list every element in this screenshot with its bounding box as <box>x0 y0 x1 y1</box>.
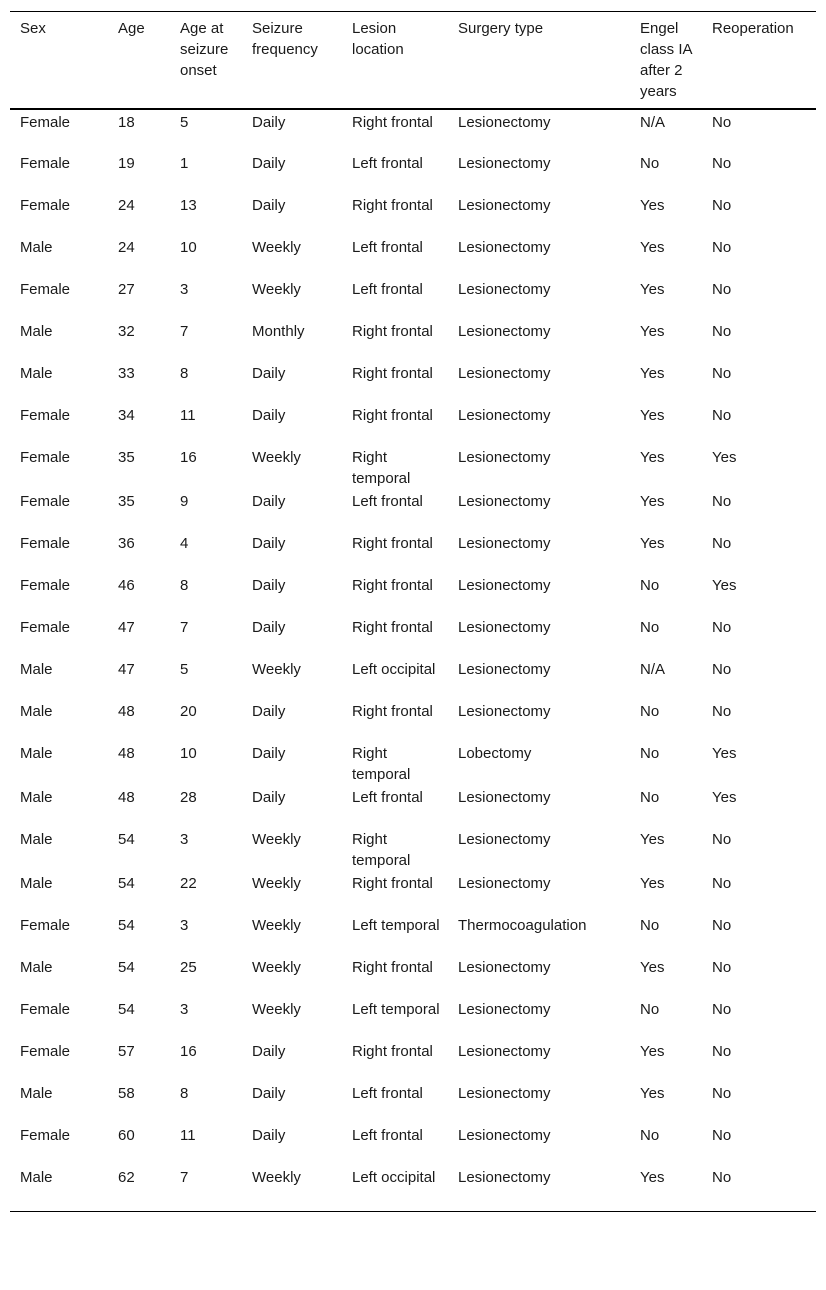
cell-seizure-frequency: Daily <box>252 1043 286 1060</box>
cell-surgery-type: Lesionectomy <box>458 197 551 214</box>
cell-lesion-location: Right frontal <box>352 407 433 424</box>
cell-engel-class: No <box>640 1001 660 1018</box>
cell-seizure-frequency: Daily <box>252 1085 286 1102</box>
cell-reoperation: Yes <box>712 577 737 594</box>
cell-seizure-frequency: Weekly <box>252 449 301 466</box>
cell-age-at-onset: 5 <box>180 661 189 678</box>
cell-age-at-onset: 4 <box>180 535 189 552</box>
cell-reoperation: No <box>712 875 732 892</box>
cell-reoperation: No <box>712 535 732 552</box>
cell-age-at-onset: 1 <box>180 155 189 172</box>
cell-age-at-onset: 7 <box>180 1169 189 1186</box>
cell-sex: Male <box>20 831 53 848</box>
cell-surgery-type: Lesionectomy <box>458 449 551 466</box>
table-body <box>10 109 816 1211</box>
cell-seizure-frequency: Weekly <box>252 239 301 256</box>
cell-sex: Female <box>20 114 71 131</box>
table-row <box>10 1081 816 1123</box>
cell-engel-class: Yes <box>640 1169 665 1186</box>
table-row <box>10 997 816 1039</box>
cell-age: 35 <box>118 493 135 510</box>
cell-sex: Female <box>20 155 71 172</box>
cell-surgery-type: Lesionectomy <box>458 789 551 806</box>
cell-reoperation: No <box>712 831 732 848</box>
cell-age-at-onset: 13 <box>180 197 197 214</box>
table-row <box>10 1039 816 1081</box>
cell-age: 48 <box>118 703 135 720</box>
table-row <box>10 277 816 319</box>
cell-engel-class: Yes <box>640 831 665 848</box>
cell-seizure-frequency: Daily <box>252 197 286 214</box>
cell-reoperation: Yes <box>712 789 737 806</box>
cell-reoperation: No <box>712 323 732 340</box>
cell-lesion-location: Left frontal <box>352 493 423 510</box>
cell-surgery-type: Lesionectomy <box>458 577 551 594</box>
cell-seizure-frequency: Daily <box>252 535 286 552</box>
cell-reoperation: No <box>712 959 732 976</box>
cell-sex: Female <box>20 1127 71 1144</box>
cell-lesion-location: Left temporal <box>352 1001 440 1018</box>
cell-engel-class: Yes <box>640 281 665 298</box>
cell-engel-class: Yes <box>640 239 665 256</box>
cell-reoperation: No <box>712 239 732 256</box>
cell-surgery-type: Lesionectomy <box>458 365 551 382</box>
cell-age: 62 <box>118 1169 135 1186</box>
cell-lesion-location: Left frontal <box>352 155 423 172</box>
cell-reoperation: No <box>712 155 732 172</box>
cell-sex: Male <box>20 661 53 678</box>
cell-age: 46 <box>118 577 135 594</box>
cell-age: 54 <box>118 875 135 892</box>
cell-reoperation: No <box>712 493 732 510</box>
cell-sex: Female <box>20 407 71 424</box>
table-row <box>10 871 816 913</box>
cell-age: 35 <box>118 449 135 466</box>
cell-age-at-onset: 10 <box>180 745 197 762</box>
cell-lesion-location: Right frontal <box>352 197 433 214</box>
cell-sex: Female <box>20 1043 71 1060</box>
cell-age-at-onset: 3 <box>180 1001 189 1018</box>
cell-surgery-type: Lesionectomy <box>458 875 551 892</box>
cell-reoperation: No <box>712 1001 732 1018</box>
header-row <box>10 12 816 110</box>
cell-engel-class: Yes <box>640 959 665 976</box>
table-row <box>10 235 816 277</box>
table-row <box>10 573 816 615</box>
table-row <box>10 445 816 489</box>
cell-age-at-onset: 3 <box>180 917 189 934</box>
table-row <box>10 361 816 403</box>
header-surgery-type: Surgery type <box>448 12 630 110</box>
cell-age-at-onset: 20 <box>180 703 197 720</box>
cell-age-at-onset: 8 <box>180 1085 189 1102</box>
table-row <box>10 403 816 445</box>
cell-seizure-frequency: Weekly <box>252 917 301 934</box>
header-age: Age <box>108 12 170 110</box>
cell-age-at-onset: 8 <box>180 577 189 594</box>
cell-surgery-type: Lesionectomy <box>458 535 551 552</box>
cell-lesion-location: Right temporal <box>352 831 411 869</box>
table-row <box>10 489 816 531</box>
cell-engel-class: No <box>640 619 660 636</box>
cell-age: 54 <box>118 959 135 976</box>
cell-sex: Female <box>20 535 71 552</box>
cell-engel-class: Yes <box>640 365 665 382</box>
table-row <box>10 699 816 741</box>
cell-sex: Male <box>20 239 53 256</box>
cell-surgery-type: Lesionectomy <box>458 1127 551 1144</box>
cell-age-at-onset: 10 <box>180 239 197 256</box>
patient-table <box>10 11 816 1212</box>
header-seizure-frequency: Seizure frequency <box>242 12 342 110</box>
cell-reoperation: Yes <box>712 449 737 466</box>
cell-age: 47 <box>118 619 135 636</box>
cell-lesion-location: Right frontal <box>352 1043 433 1060</box>
cell-reoperation: Yes <box>712 745 737 762</box>
cell-surgery-type: Lesionectomy <box>458 114 551 131</box>
table-row <box>10 657 816 699</box>
cell-age: 19 <box>118 155 135 172</box>
cell-age: 36 <box>118 535 135 552</box>
cell-reoperation: No <box>712 1085 732 1102</box>
cell-age: 47 <box>118 661 135 678</box>
cell-sex: Female <box>20 1001 71 1018</box>
cell-age: 58 <box>118 1085 135 1102</box>
table-row <box>10 109 816 151</box>
cell-engel-class: N/A <box>640 661 666 678</box>
header-reoperation: Reoperation <box>702 12 816 110</box>
cell-seizure-frequency: Daily <box>252 493 286 510</box>
cell-sex: Female <box>20 449 71 466</box>
table-row <box>10 1123 816 1165</box>
cell-seizure-frequency: Daily <box>252 365 286 382</box>
cell-age: 33 <box>118 365 135 382</box>
cell-reoperation: No <box>712 917 732 934</box>
cell-reoperation: No <box>712 1043 732 1060</box>
cell-age: 57 <box>118 1043 135 1060</box>
cell-lesion-location: Right temporal <box>352 449 411 487</box>
cell-lesion-location: Right frontal <box>352 577 433 594</box>
cell-reoperation: No <box>712 1127 732 1144</box>
cell-engel-class: No <box>640 789 660 806</box>
cell-seizure-frequency: Weekly <box>252 1001 301 1018</box>
table-container <box>10 11 816 1212</box>
cell-engel-class: No <box>640 1127 660 1144</box>
cell-seizure-frequency: Daily <box>252 114 286 131</box>
cell-surgery-type: Lesionectomy <box>458 619 551 636</box>
cell-sex: Male <box>20 703 53 720</box>
cell-surgery-type: Lesionectomy <box>458 831 551 848</box>
cell-age: 24 <box>118 239 135 256</box>
cell-surgery-type: Lesionectomy <box>458 1043 551 1060</box>
cell-engel-class: Yes <box>640 407 665 424</box>
cell-age-at-onset: 7 <box>180 619 189 636</box>
cell-age-at-onset: 11 <box>180 1127 196 1144</box>
cell-sex: Female <box>20 197 71 214</box>
table-row <box>10 913 816 955</box>
cell-engel-class: Yes <box>640 323 665 340</box>
cell-seizure-frequency: Daily <box>252 577 286 594</box>
cell-seizure-frequency: Weekly <box>252 875 301 892</box>
cell-age: 32 <box>118 323 135 340</box>
cell-lesion-location: Right frontal <box>352 959 433 976</box>
cell-lesion-location: Right frontal <box>352 619 433 636</box>
cell-age: 27 <box>118 281 135 298</box>
cell-engel-class: No <box>640 703 660 720</box>
table-row <box>10 785 816 827</box>
cell-surgery-type: Lesionectomy <box>458 1001 551 1018</box>
cell-seizure-frequency: Weekly <box>252 959 301 976</box>
cell-seizure-frequency: Monthly <box>252 323 305 340</box>
cell-age-at-onset: 16 <box>180 449 197 466</box>
cell-surgery-type: Lesionectomy <box>458 407 551 424</box>
cell-sex: Male <box>20 323 53 340</box>
table-row <box>10 1165 816 1211</box>
cell-age: 60 <box>118 1127 135 1144</box>
cell-reoperation: No <box>712 114 732 131</box>
cell-surgery-type: Lesionectomy <box>458 281 551 298</box>
cell-engel-class: Yes <box>640 875 665 892</box>
header-lesion-location: Lesion location <box>342 12 448 110</box>
cell-reoperation: No <box>712 281 732 298</box>
cell-sex: Male <box>20 1169 53 1186</box>
cell-age: 48 <box>118 745 135 762</box>
cell-seizure-frequency: Daily <box>252 619 286 636</box>
cell-seizure-frequency: Daily <box>252 745 286 762</box>
cell-seizure-frequency: Weekly <box>252 831 301 848</box>
cell-age-at-onset: 25 <box>180 959 197 976</box>
cell-lesion-location: Left occipital <box>352 661 436 678</box>
cell-lesion-location: Left temporal <box>352 917 440 934</box>
cell-lesion-location: Right frontal <box>352 535 433 552</box>
cell-engel-class: No <box>640 155 660 172</box>
table-row <box>10 531 816 573</box>
cell-reoperation: No <box>712 365 732 382</box>
table-row <box>10 615 816 657</box>
cell-sex: Female <box>20 281 71 298</box>
cell-surgery-type: Lesionectomy <box>458 959 551 976</box>
cell-age-at-onset: 28 <box>180 789 197 806</box>
cell-surgery-type: Lesionectomy <box>458 1085 551 1102</box>
header-engel-class: Engel class IA after 2 years <box>630 12 702 110</box>
cell-age-at-onset: 22 <box>180 875 197 892</box>
cell-engel-class: Yes <box>640 1085 665 1102</box>
cell-sex: Male <box>20 1085 53 1102</box>
cell-surgery-type: Lobectomy <box>458 745 532 762</box>
cell-lesion-location: Right frontal <box>352 365 433 382</box>
cell-engel-class: Yes <box>640 493 665 510</box>
cell-reoperation: No <box>712 619 732 636</box>
cell-reoperation: No <box>712 407 732 424</box>
cell-age-at-onset: 3 <box>180 281 189 298</box>
cell-surgery-type: Lesionectomy <box>458 493 551 510</box>
cell-engel-class: No <box>640 917 660 934</box>
cell-seizure-frequency: Daily <box>252 407 286 424</box>
cell-seizure-frequency: Daily <box>252 155 286 172</box>
table-row <box>10 741 816 785</box>
cell-lesion-location: Right frontal <box>352 114 433 131</box>
cell-sex: Female <box>20 917 71 934</box>
cell-surgery-type: Lesionectomy <box>458 661 551 678</box>
cell-engel-class: No <box>640 577 660 594</box>
cell-age: 24 <box>118 197 135 214</box>
cell-sex: Male <box>20 745 53 762</box>
cell-reoperation: No <box>712 661 732 678</box>
table-row <box>10 193 816 235</box>
cell-age-at-onset: 9 <box>180 493 189 510</box>
table-row <box>10 955 816 997</box>
cell-surgery-type: Thermocoagulation <box>458 917 587 934</box>
table-row <box>10 151 816 193</box>
cell-sex: Female <box>20 493 71 510</box>
cell-surgery-type: Lesionectomy <box>458 239 551 256</box>
cell-lesion-location: Left frontal <box>352 1127 423 1144</box>
cell-engel-class: Yes <box>640 449 665 466</box>
cell-lesion-location: Left occipital <box>352 1169 436 1186</box>
cell-surgery-type: Lesionectomy <box>458 323 551 340</box>
cell-surgery-type: Lesionectomy <box>458 1169 551 1186</box>
cell-age-at-onset: 11 <box>180 407 196 424</box>
cell-engel-class: Yes <box>640 1043 665 1060</box>
cell-sex: Male <box>20 959 53 976</box>
cell-age-at-onset: 5 <box>180 114 189 131</box>
cell-engel-class: Yes <box>640 535 665 552</box>
cell-age-at-onset: 16 <box>180 1043 197 1060</box>
cell-age: 54 <box>118 831 135 848</box>
cell-lesion-location: Left frontal <box>352 789 423 806</box>
table-header <box>10 12 816 110</box>
table-row <box>10 827 816 871</box>
cell-age-at-onset: 8 <box>180 365 189 382</box>
cell-age: 54 <box>118 917 135 934</box>
cell-reoperation: No <box>712 1169 732 1186</box>
cell-reoperation: No <box>712 197 732 214</box>
cell-lesion-location: Left frontal <box>352 1085 423 1102</box>
cell-age: 34 <box>118 407 135 424</box>
cell-engel-class: Yes <box>640 197 665 214</box>
cell-engel-class: No <box>640 745 660 762</box>
cell-sex: Male <box>20 365 53 382</box>
cell-age: 18 <box>118 114 135 131</box>
cell-seizure-frequency: Weekly <box>252 661 301 678</box>
cell-age-at-onset: 7 <box>180 323 189 340</box>
header-age-at-onset: Age at seizure onset <box>170 12 242 110</box>
cell-lesion-location: Left frontal <box>352 281 423 298</box>
cell-sex: Male <box>20 789 53 806</box>
cell-lesion-location: Right temporal <box>352 745 411 783</box>
cell-surgery-type: Lesionectomy <box>458 703 551 720</box>
cell-sex: Female <box>20 577 71 594</box>
cell-lesion-location: Right frontal <box>352 323 433 340</box>
cell-sex: Female <box>20 619 71 636</box>
cell-reoperation: No <box>712 703 732 720</box>
cell-seizure-frequency: Daily <box>252 789 286 806</box>
table-row <box>10 319 816 361</box>
cell-lesion-location: Right frontal <box>352 875 433 892</box>
cell-lesion-location: Left frontal <box>352 239 423 256</box>
cell-age-at-onset: 3 <box>180 831 189 848</box>
header-sex: Sex <box>10 12 108 110</box>
cell-age: 48 <box>118 789 135 806</box>
cell-seizure-frequency: Weekly <box>252 1169 301 1186</box>
cell-seizure-frequency: Weekly <box>252 281 301 298</box>
cell-seizure-frequency: Daily <box>252 703 286 720</box>
cell-surgery-type: Lesionectomy <box>458 155 551 172</box>
cell-sex: Male <box>20 875 53 892</box>
cell-engel-class: N/A <box>640 114 666 131</box>
cell-seizure-frequency: Daily <box>252 1127 286 1144</box>
cell-age: 54 <box>118 1001 135 1018</box>
cell-lesion-location: Right frontal <box>352 703 433 720</box>
